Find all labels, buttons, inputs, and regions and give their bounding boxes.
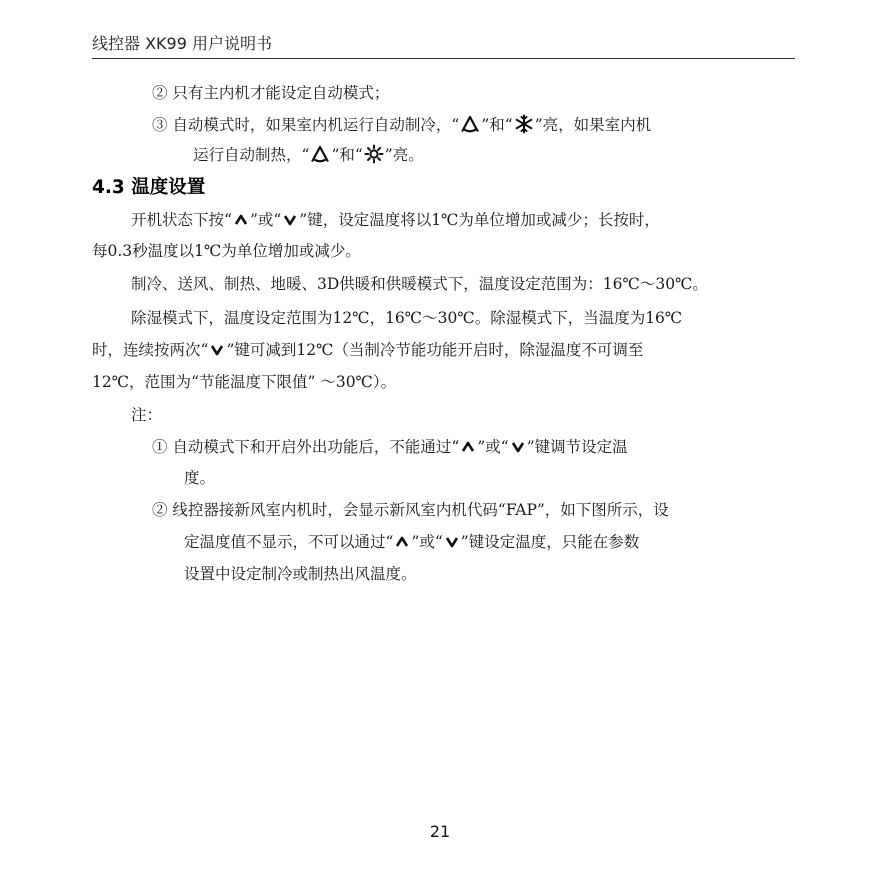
note-item-1-cont: 度。 (184, 469, 216, 487)
auto-mode-icon (310, 144, 330, 164)
auto-heat-line: 运行自动制热，“ ”和“ ”亮。 (193, 146, 424, 164)
down-arrow-icon (210, 343, 224, 357)
up-arrow-icon (395, 535, 409, 549)
temp-para-line-1: 开机状态下按“ ”或“ ”键，设定温度将以1℃为单位增加或减少；长按时， (131, 211, 660, 229)
auto-mode-note-3: ③ 自动模式时，如果室内机运行自动制冷，“ ”和“ ”亮，如果室内机 (152, 116, 652, 134)
note-label: 注： (131, 406, 163, 424)
note-item-2: ② 线控器接新风室内机时，会显示新风室内机代码“FAP”，如下图所示，设 (152, 501, 669, 519)
dehumidify-line-2: 时，连续按两次“ ”键可减到12℃（当制冷节能功能开启时，除湿温度不可调至 (92, 341, 644, 359)
auto-mode-icon (460, 114, 480, 134)
header-title: 线控器 XK99 用户说明书 (92, 34, 272, 53)
temp-para-line-2: 每0.3秒温度以1℃为单位增加或减少。 (92, 242, 361, 260)
note-item-2-line-3: 设置中设定制冷或制热出风温度。 (184, 565, 417, 583)
sun-icon (364, 144, 384, 164)
up-arrow-icon (461, 440, 475, 454)
temp-range-line: 制冷、送风、制热、地暖、3D供暖和供暖模式下，温度设定范围为：16℃～30℃。 (131, 275, 708, 293)
down-arrow-icon (283, 213, 297, 227)
snowflake-icon (514, 114, 534, 134)
up-arrow-icon (234, 213, 248, 227)
page-header (92, 30, 795, 59)
dehumidify-line-1: 除湿模式下，温度设定范围为12℃，16℃～30℃。除湿模式下，当温度为16℃ (131, 309, 683, 327)
dehumidify-line-3: 12℃，范围为“节能温度下限值” ～30℃）。 (92, 373, 397, 391)
auto-mode-note-2: ② 只有主内机才能设定自动模式； (152, 84, 390, 102)
down-arrow-icon (445, 535, 459, 549)
page-number: 21 (429, 822, 451, 841)
section-title: 4.3 温度设置 (92, 177, 206, 198)
note-item-1: ① 自动模式下和开启外出功能后，不能通过“ ”或“ ”键调节设定温 (152, 438, 628, 456)
down-arrow-icon (511, 440, 525, 454)
note-item-2-line-2: 定温度值不显示，不可以通过“ ”或“ ”键设定温度，只能在参数 (184, 533, 640, 551)
